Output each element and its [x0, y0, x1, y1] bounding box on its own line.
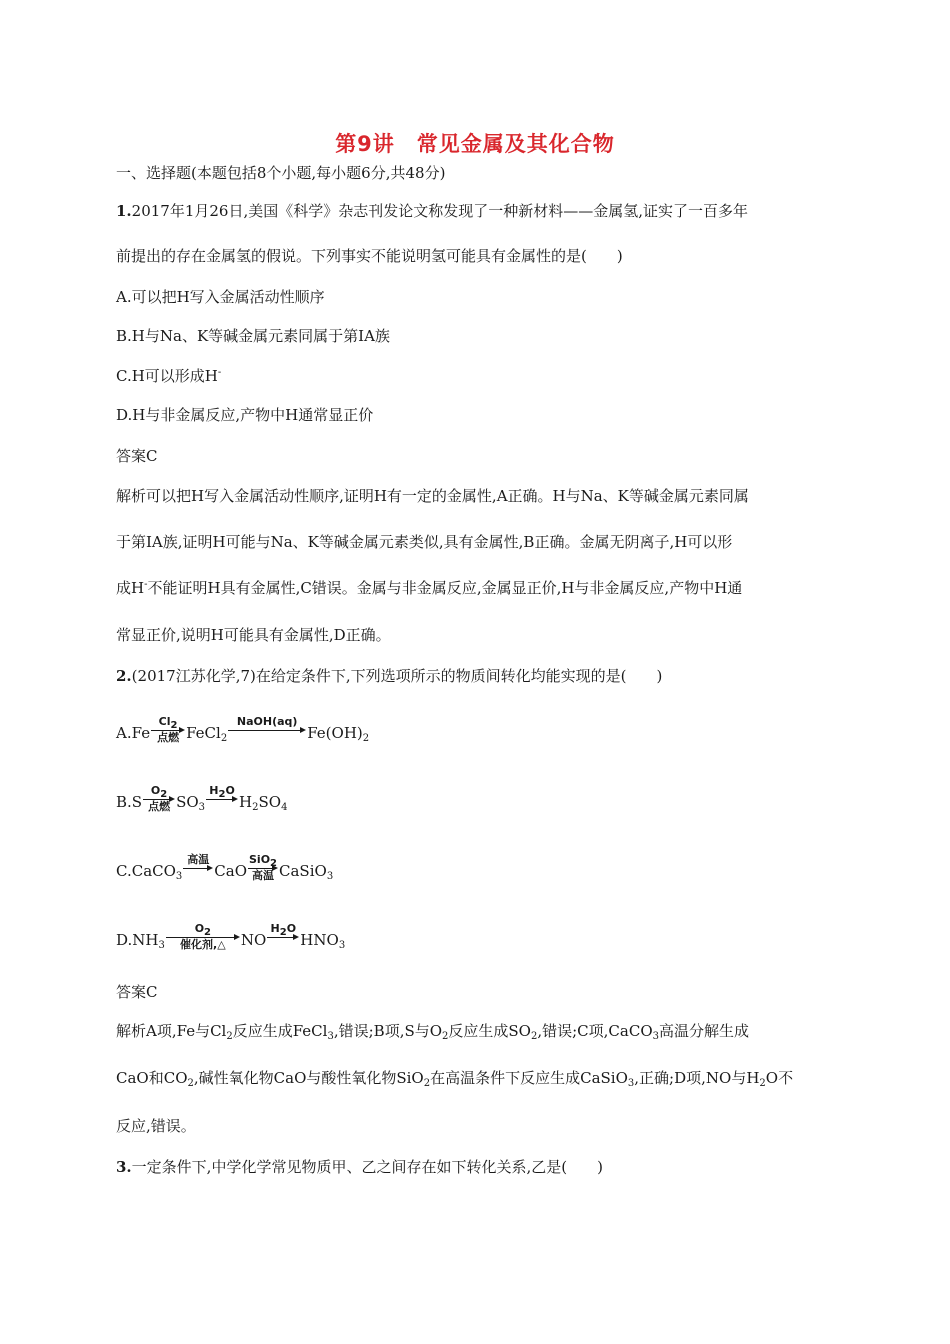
section-heading: 一、选择题(本题包括8个小题,每小题6分,共48分) [116, 164, 446, 182]
option-label: B. [116, 793, 132, 811]
page-title: 第9讲 常见金属及其化合物 [335, 132, 615, 156]
question-2-answer: 答案C [116, 983, 158, 1001]
formula: NO [240, 931, 267, 949]
question-1-option-a: A.可以把H写入金属活动性顺序 [116, 288, 325, 306]
question-2-number: 2. [116, 667, 132, 685]
formula: CaO [214, 862, 248, 880]
question-2-analysis-line-1: 解析A项,Fe与$Cl_2$反应生成FeCl$_3$,错误;B项,S与$O_2$反应生成$SO_2$,错误;C项,CaCO$_3$高温分解生成 [116, 1022, 750, 1042]
formula: $Fe(OH)_2$ [307, 724, 370, 744]
question-2-stem-text: (2017江苏化学,7)在给定条件下,下列选项所示的物质间转化均能实现的是( ) [131, 667, 663, 685]
reaction-arrow [151, 715, 185, 744]
analysis-text: 成H [116, 579, 145, 597]
question-1-analysis-line-4: 常显正价,说明H可能具有金属性,D正确。 [116, 626, 391, 644]
option-c-superscript: - [217, 367, 222, 378]
formula: CaCO$_3$ [131, 862, 183, 882]
arrow-condition-over: $H_2O$ [270, 922, 297, 938]
option-label: C. [116, 862, 132, 880]
option-c-text: C.H可以形成H [116, 367, 218, 385]
reaction-arrow [228, 715, 306, 738]
question-2-analysis-line-3: 反应,错误。 [116, 1117, 196, 1135]
arrow-condition-over: 高温 [187, 853, 210, 866]
arrow-condition-over: $H_2O$ [209, 784, 235, 800]
question-1-stem-line-2: 前提出的存在金属氢的假说。下列事实不能说明氢可能具有金属性的是( ) [116, 247, 623, 265]
arrow-condition-over: $O_2$ [194, 922, 212, 938]
analysis-superscript: - [144, 579, 148, 590]
reaction-arrow [267, 922, 299, 945]
option-label: A. [116, 724, 132, 742]
arrow-condition-over: SiO$_2$ [249, 853, 278, 869]
question-1-option-b: B.H与Na、K等碱金属元素同属于第ⅠA族 [116, 327, 390, 345]
question-1-analysis-line-2: 于第ⅠA族,证明H可能与Na、K等碱金属元素类似,具有金属性,B正确。金属无阴离子,H可以形 [116, 533, 733, 551]
question-1-option-c [116, 366, 221, 386]
arrow-condition-under: 高温 [252, 869, 275, 882]
question-2-option-c [116, 853, 334, 882]
formula: $NH_3$ [132, 931, 165, 951]
question-2-stem [116, 666, 662, 686]
reaction-arrow [143, 784, 175, 813]
formula: S [131, 793, 143, 811]
question-3-stem-text: 一定条件下,中学化学常见物质甲、乙之间存在如下转化关系,乙是( ) [131, 1158, 603, 1176]
formula: $HNO_3$ [300, 931, 346, 951]
arrow-condition-over: $O_2$ [150, 784, 168, 800]
option-label: D. [116, 931, 133, 949]
question-2-option-a [116, 715, 370, 744]
reaction-arrow [166, 922, 240, 951]
question-1-analysis-line-1: 解析可以把H写入金属活动性顺序,证明H有一定的金属性,A正确。H与Na、K等碱金属元素同属 [116, 487, 749, 505]
question-1-number: 1. [116, 202, 132, 220]
question-1-analysis-line-3 [116, 578, 742, 598]
formula: FeCl$_2$ [186, 724, 228, 744]
formula: CaSiO$_3$ [279, 862, 334, 882]
reaction-arrow [183, 853, 213, 876]
analysis-text: 不能证明H具有金属性,C错误。金属与非金属反应,金属显正价,H与非金属反应,产物中H通 [147, 579, 743, 597]
reaction-arrow [248, 853, 278, 882]
arrow-condition-under: 点燃 [157, 731, 180, 744]
arrow-condition-over: NaOH(aq) [236, 715, 298, 728]
question-1-stem-text: 2017年1月26日,美国《科学》杂志刊发论文称发现了一种新材料——金属氢,证实了一百多年 [131, 202, 749, 220]
formula: $SO_3$ [176, 793, 206, 813]
question-1-option-d: D.H与非金属反应,产物中H通常显正价 [116, 406, 374, 424]
question-3-number: 3. [116, 1158, 132, 1176]
question-2-analysis-line-2: CaO和$CO_2$,碱性氧化物CaO与酸性氧化物SiO$_2$在高温条件下反应生成CaSiO$_3$,正确;D项,NO与$H_2O$不 [116, 1069, 794, 1089]
question-1-answer: 答案C [116, 447, 158, 465]
question-2-option-b [116, 784, 288, 813]
question-2-option-d [116, 922, 346, 951]
question-3-stem [116, 1157, 603, 1177]
arrow-condition-under: 点燃 [148, 800, 171, 813]
formula: Fe [131, 724, 151, 742]
arrow-condition-under: 催化剂,△ [180, 938, 226, 951]
arrow-condition-over: $Cl_2$ [158, 715, 178, 731]
question-1-stem-line-1 [116, 201, 748, 221]
reaction-arrow [206, 784, 238, 807]
formula: $H_2SO_4$ [239, 793, 288, 813]
